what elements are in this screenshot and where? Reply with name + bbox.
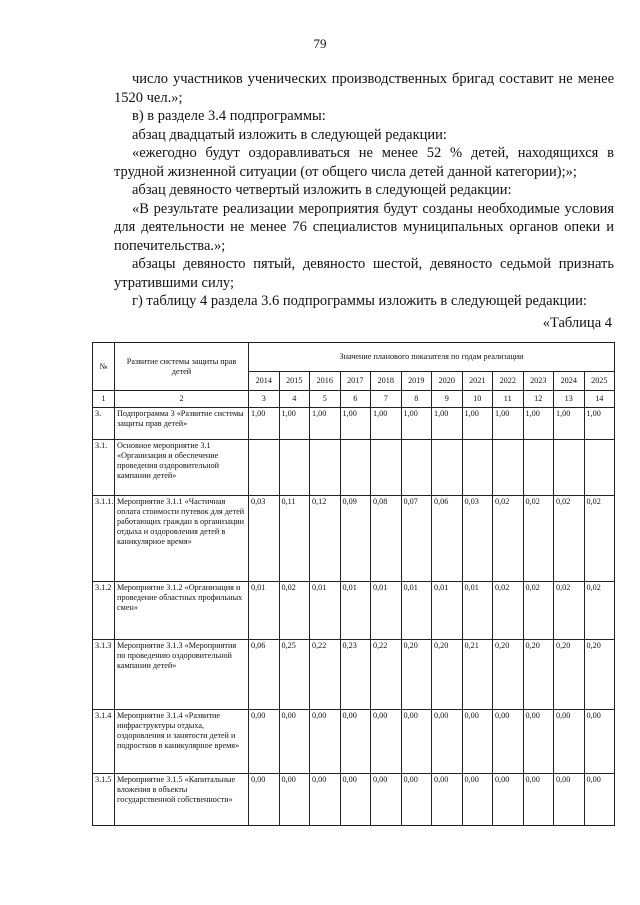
indicator-table bbox=[92, 342, 615, 826]
row-name: Мероприятие 3.1.5 «Капитальные вложения в объекты государственной собственности» bbox=[115, 774, 249, 826]
column-index: 1 bbox=[93, 391, 115, 408]
value-cell: 0,00 bbox=[432, 774, 463, 826]
row-code: 3.1.5 bbox=[93, 774, 115, 826]
paragraph: «ежегодно будут оздоравливаться не менее 52 % детей, находящихся в трудной жизненной ситуации (от общего числа детей данной категории);»; bbox=[114, 145, 614, 180]
value-cell: 0,20 bbox=[493, 640, 524, 710]
row-name: Основное мероприятие 3.1 «Организация и обеспечение проведения оздоровительной кампании детей» bbox=[115, 440, 249, 496]
table-row bbox=[93, 582, 615, 640]
value-cell: 0,01 bbox=[401, 582, 432, 640]
value-cell bbox=[310, 440, 341, 496]
value-cell bbox=[249, 440, 280, 496]
column-index: 5 bbox=[310, 391, 341, 408]
year-header: 2018 bbox=[371, 372, 402, 391]
value-cell: 0,12 bbox=[310, 496, 341, 582]
value-cell: 0,00 bbox=[371, 710, 402, 774]
column-index: 6 bbox=[340, 391, 371, 408]
year-header: 2020 bbox=[432, 372, 463, 391]
value-cell: 0,00 bbox=[554, 774, 585, 826]
row-name: Подпрограмма 3 «Развитие системы защиты прав детей» bbox=[115, 408, 249, 440]
paragraph: число участников ученических производственных бригад составит не менее 1520 чел.»; bbox=[114, 71, 614, 106]
column-index: 7 bbox=[371, 391, 402, 408]
year-header: 2025 bbox=[584, 372, 615, 391]
index-row bbox=[93, 391, 615, 408]
value-cell: 0,00 bbox=[432, 710, 463, 774]
value-cell: 0,03 bbox=[462, 496, 493, 582]
value-cell: 1,00 bbox=[279, 408, 310, 440]
row-name: Мероприятие 3.1.4 «Развитие инфраструктуры отдыха, оздоровления и занятости детей и подростков в каникулярное время» bbox=[115, 710, 249, 774]
row-name: Мероприятие 3.1.1 «Частичная оплата стоимости путевок для детей работающих граждан в организации отдыха и оздоровления детей в каникулярное время» bbox=[115, 496, 249, 582]
column-index: 13 bbox=[554, 391, 585, 408]
body-text bbox=[114, 70, 614, 311]
value-cell: 0,20 bbox=[584, 640, 615, 710]
value-cell: 0,09 bbox=[340, 496, 371, 582]
value-cell: 0,00 bbox=[340, 710, 371, 774]
table-body bbox=[93, 408, 615, 826]
value-cell: 0,00 bbox=[493, 774, 524, 826]
value-cell: 0,02 bbox=[279, 582, 310, 640]
row-code: 3.1.2 bbox=[93, 582, 115, 640]
value-cell: 0,00 bbox=[584, 710, 615, 774]
year-header: 2021 bbox=[462, 372, 493, 391]
column-index: 8 bbox=[401, 391, 432, 408]
paragraph: абзац девяносто четвертый изложить в следующей редакции: bbox=[132, 182, 512, 198]
value-cell: 1,00 bbox=[371, 408, 402, 440]
header-values: Значение планового показателя по годам реализации bbox=[249, 343, 615, 372]
value-cell: 0,00 bbox=[523, 710, 554, 774]
paragraph: в) в разделе 3.4 подпрограммы: bbox=[132, 108, 326, 124]
value-cell bbox=[493, 440, 524, 496]
table-row bbox=[93, 496, 615, 582]
table-row bbox=[93, 408, 615, 440]
value-cell: 0,02 bbox=[584, 582, 615, 640]
row-code: 3.1.1. bbox=[93, 496, 115, 582]
year-header: 2014 bbox=[249, 372, 280, 391]
value-cell: 1,00 bbox=[401, 408, 432, 440]
row-code: 3.1.4 bbox=[93, 710, 115, 774]
table-row bbox=[93, 440, 615, 496]
value-cell: 0,20 bbox=[523, 640, 554, 710]
table-row bbox=[93, 640, 615, 710]
column-index: 9 bbox=[432, 391, 463, 408]
paragraph: абзацы девяносто пятый, девяносто шестой, девяносто седьмой признать утратившими силу; bbox=[114, 256, 614, 291]
value-cell: 0,00 bbox=[584, 774, 615, 826]
value-cell bbox=[401, 440, 432, 496]
header-number: № bbox=[93, 343, 115, 391]
year-header: 2016 bbox=[310, 372, 341, 391]
value-cell: 0,22 bbox=[371, 640, 402, 710]
column-index: 3 bbox=[249, 391, 280, 408]
value-cell bbox=[554, 440, 585, 496]
value-cell: 0,01 bbox=[432, 582, 463, 640]
page-number: 79 bbox=[313, 36, 327, 51]
year-header: 2019 bbox=[401, 372, 432, 391]
value-cell: 0,00 bbox=[493, 710, 524, 774]
value-cell: 0,07 bbox=[401, 496, 432, 582]
column-index: 14 bbox=[584, 391, 615, 408]
value-cell: 1,00 bbox=[523, 408, 554, 440]
row-name: Мероприятие 3.1.2 «Организация и проведение областных профильных смен» bbox=[115, 582, 249, 640]
value-cell: 0,01 bbox=[371, 582, 402, 640]
value-cell: 1,00 bbox=[432, 408, 463, 440]
year-header: 2024 bbox=[554, 372, 585, 391]
value-cell: 0,02 bbox=[493, 496, 524, 582]
row-name: Мероприятие 3.1.3 «Мероприятия по проведению оздоровительной кампании детей» bbox=[115, 640, 249, 710]
value-cell: 0,02 bbox=[493, 582, 524, 640]
column-index: 11 bbox=[493, 391, 524, 408]
value-cell: 0,00 bbox=[401, 710, 432, 774]
value-cell: 0,00 bbox=[310, 774, 341, 826]
value-cell: 0,06 bbox=[249, 640, 280, 710]
value-cell: 0,02 bbox=[523, 582, 554, 640]
value-cell: 0,21 bbox=[462, 640, 493, 710]
value-cell: 0,03 bbox=[249, 496, 280, 582]
value-cell: 0,00 bbox=[401, 774, 432, 826]
value-cell: 0,00 bbox=[462, 774, 493, 826]
value-cell bbox=[340, 440, 371, 496]
row-code: 3.1.3 bbox=[93, 640, 115, 710]
value-cell bbox=[462, 440, 493, 496]
value-cell: 0,23 bbox=[340, 640, 371, 710]
value-cell bbox=[371, 440, 402, 496]
value-cell: 0,00 bbox=[462, 710, 493, 774]
paragraph: г) таблицу 4 раздела 3.6 подпрограммы изложить в следующей редакции: bbox=[132, 293, 587, 309]
row-code: 3. bbox=[93, 408, 115, 440]
value-cell: 0,00 bbox=[279, 774, 310, 826]
value-cell: 1,00 bbox=[310, 408, 341, 440]
value-cell: 0,00 bbox=[371, 774, 402, 826]
value-cell: 0,00 bbox=[340, 774, 371, 826]
value-cell: 0,00 bbox=[249, 710, 280, 774]
column-index: 4 bbox=[279, 391, 310, 408]
value-cell: 0,01 bbox=[462, 582, 493, 640]
table-row bbox=[93, 774, 615, 826]
table-caption: «Таблица 4 bbox=[542, 315, 612, 331]
value-cell: 0,00 bbox=[523, 774, 554, 826]
value-cell: 0,01 bbox=[310, 582, 341, 640]
value-cell: 0,00 bbox=[310, 710, 341, 774]
value-cell: 0,06 bbox=[432, 496, 463, 582]
value-cell bbox=[279, 440, 310, 496]
header-name: Развитие системы защиты прав детей bbox=[115, 343, 249, 391]
column-index: 10 bbox=[462, 391, 493, 408]
value-cell: 1,00 bbox=[493, 408, 524, 440]
value-cell: 0,25 bbox=[279, 640, 310, 710]
value-cell: 0,00 bbox=[554, 710, 585, 774]
value-cell: 1,00 bbox=[249, 408, 280, 440]
value-cell: 0,02 bbox=[554, 496, 585, 582]
value-cell: 0,22 bbox=[310, 640, 341, 710]
value-cell bbox=[432, 440, 463, 496]
year-header: 2023 bbox=[523, 372, 554, 391]
value-cell bbox=[584, 440, 615, 496]
value-cell: 0,02 bbox=[554, 582, 585, 640]
year-header: 2022 bbox=[493, 372, 524, 391]
row-code: 3.1. bbox=[93, 440, 115, 496]
column-index: 12 bbox=[523, 391, 554, 408]
value-cell: 0,20 bbox=[432, 640, 463, 710]
value-cell: 0,11 bbox=[279, 496, 310, 582]
value-cell: 0,02 bbox=[523, 496, 554, 582]
value-cell bbox=[523, 440, 554, 496]
value-cell: 1,00 bbox=[584, 408, 615, 440]
value-cell: 0,08 bbox=[371, 496, 402, 582]
paragraph: «В результате реализации мероприятия будут созданы необходимые условия для деятельности не менее 76 специалистов муниципальных органов опеки и попечительства.»; bbox=[114, 200, 614, 254]
table-row bbox=[93, 710, 615, 774]
value-cell: 0,01 bbox=[340, 582, 371, 640]
value-cell: 1,00 bbox=[340, 408, 371, 440]
column-index: 2 bbox=[115, 391, 249, 408]
value-cell: 1,00 bbox=[462, 408, 493, 440]
value-cell: 0,00 bbox=[279, 710, 310, 774]
value-cell: 0,01 bbox=[249, 582, 280, 640]
value-cell: 0,20 bbox=[554, 640, 585, 710]
year-header: 2015 bbox=[279, 372, 310, 391]
value-cell: 0,00 bbox=[249, 774, 280, 826]
value-cell: 1,00 bbox=[554, 408, 585, 440]
value-cell: 0,02 bbox=[584, 496, 615, 582]
year-header: 2017 bbox=[340, 372, 371, 391]
paragraph: абзац двадцатый изложить в следующей редакции: bbox=[132, 126, 447, 143]
value-cell: 0,20 bbox=[401, 640, 432, 710]
